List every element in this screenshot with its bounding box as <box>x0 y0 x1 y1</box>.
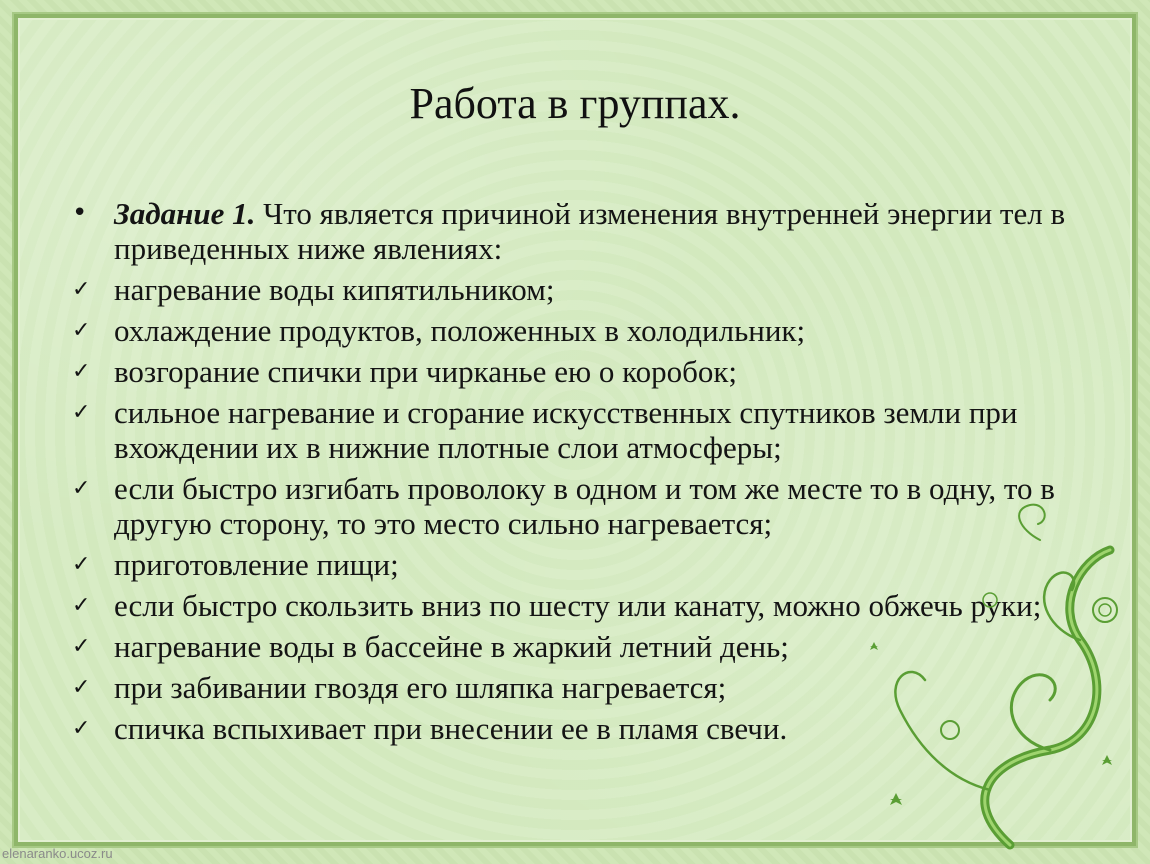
check-icon: ✓ <box>72 400 91 425</box>
check-icon: ✓ <box>72 552 91 577</box>
list-item-text: если быстро скользить вниз по шесту или канату, можно обжечь руки; <box>114 588 1042 623</box>
list-item <box>66 313 1076 348</box>
check-icon: ✓ <box>72 593 91 618</box>
task-label: Задание 1. <box>114 196 256 231</box>
bullet-dot: • <box>72 198 88 228</box>
check-icon: ✓ <box>72 634 91 659</box>
watermark: elenaranko.ucoz.ru <box>2 846 113 861</box>
check-icon: ✓ <box>72 476 91 501</box>
list-item-text: сильное нагревание и сгорание искусственных спутников земли при вхождении их в нижние плотные слои атмосферы; <box>114 395 1018 465</box>
list-item-text: нагревание воды кипятильником; <box>114 272 555 307</box>
list-item-text: при забивании гвоздя его шляпка нагревается; <box>114 670 727 705</box>
floral-swirl-ornament <box>840 500 1140 850</box>
list-item <box>66 354 1076 389</box>
check-icon: ✓ <box>72 675 91 700</box>
task-text: Что является причиной изменения внутренней энергии тел в приведенных ниже явлениях: <box>114 196 1066 266</box>
list-item-text: охлаждение продуктов, положенных в холодильник; <box>114 313 806 348</box>
list-item <box>66 272 1076 307</box>
check-icon: ✓ <box>72 277 91 302</box>
task-intro <box>66 196 1076 266</box>
list-item-text: нагревание воды в бассейне в жаркий летний день; <box>114 629 789 664</box>
check-icon: ✓ <box>72 359 91 384</box>
list-item-text: если быстро изгибать проволоку в одном и том же месте то в одну, то в другую сторону, то это место сильно нагревается; <box>114 471 1055 541</box>
list-item-text: возгорание спички при чирканье ею о коробок; <box>114 354 738 389</box>
slide-title: Работа в группах. <box>409 79 741 128</box>
list-item <box>66 395 1076 465</box>
check-icon: ✓ <box>72 716 91 741</box>
list-item-text: спичка вспыхивает при внесении ее в пламя свечи. <box>114 711 788 746</box>
list-item-text: приготовление пищи; <box>114 547 399 582</box>
check-icon: ✓ <box>72 318 91 343</box>
